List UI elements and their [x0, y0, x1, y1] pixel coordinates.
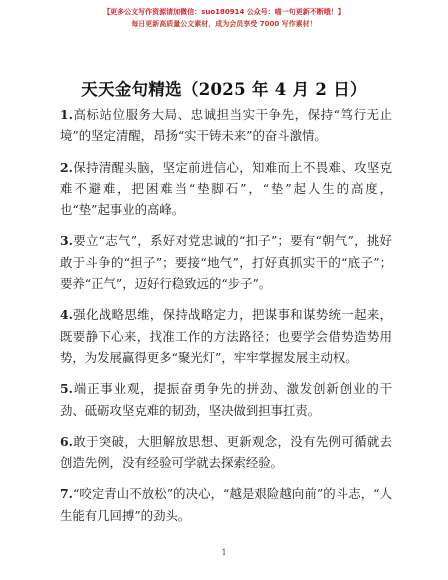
paragraph-4 — [60, 304, 392, 368]
paragraph-text: 强化战略思维，保持战略定力，把谋事和谋势统一起来，既要静下心来，找准工作的方法路径；也要学会借势造势用势，为发展赢得更多“聚光灯”，牢牢掌握发展主动权。 — [60, 307, 392, 365]
paragraph-7 — [60, 483, 392, 526]
paragraph-number: 4. — [60, 307, 73, 323]
paragraph-text: 端正事业观，提振奋勇争先的拼劲、激发创新创业的干劲、砥砺攻坚克难的韧劲，坚决做到担事扛责。 — [60, 381, 392, 418]
paragraph-number: 2. — [60, 159, 73, 175]
paragraph-6 — [60, 431, 392, 474]
header-banner — [0, 6, 448, 30]
banner-member-line: 每日更新高质量公文素材，成为会员享受 7000 写作素材！ — [131, 20, 317, 28]
paragraph-text: 敢于突破，大胆解放思想、更新观念，没有先例可循就去创造先例，没有经验可学就去探索经验。 — [60, 433, 392, 471]
paragraph-number: 3. — [60, 233, 73, 249]
paragraph-text: “咬定青山不放松”的决心，“越是艰险越向前”的斗志，“人生能有几回搏”的劲头。 — [60, 486, 392, 523]
paragraph-5 — [60, 378, 392, 421]
paragraph-number: 5. — [60, 381, 73, 397]
paragraph-text: 高标站位服务大局、忠诚担当实干争先，保持“笃行无止境”的坚定清醒，昂扬“实干铸未来”的奋斗激情。 — [60, 107, 392, 144]
banner-promo-line: 【更多公文写作资源请加微信：suo180914 公众号：喵一句更新不断哦！】 — [103, 8, 345, 16]
paragraph-text: 保持清醒头脑，坚定前进信心，知难而上不畏难、攻坚克难不避难，把困难当“垫脚石”，“垫”起人生的高度，也“垫”起事业的高峰。 — [60, 159, 392, 218]
page-number: 1 — [221, 548, 227, 557]
paragraph-text: 要立“志气”，系好对党忠诚的“扣子”；要有“朝气”，挑好敢于斗争的“担子”；要接“地气”，打好真抓实干的“底子”；要养“正气”，迈好行稳致远的“步子”。 — [60, 233, 392, 292]
page-title: 天天金句精选（2025 年 4 月 2 日） — [81, 80, 367, 99]
paragraph-number: 6. — [60, 433, 73, 449]
paragraph-number: 1. — [60, 107, 73, 122]
paragraph-3 — [60, 230, 392, 294]
paragraph-number: 7. — [60, 486, 73, 502]
paragraph-2 — [60, 157, 392, 221]
paragraph-1 — [60, 104, 392, 147]
document-body — [60, 104, 392, 536]
